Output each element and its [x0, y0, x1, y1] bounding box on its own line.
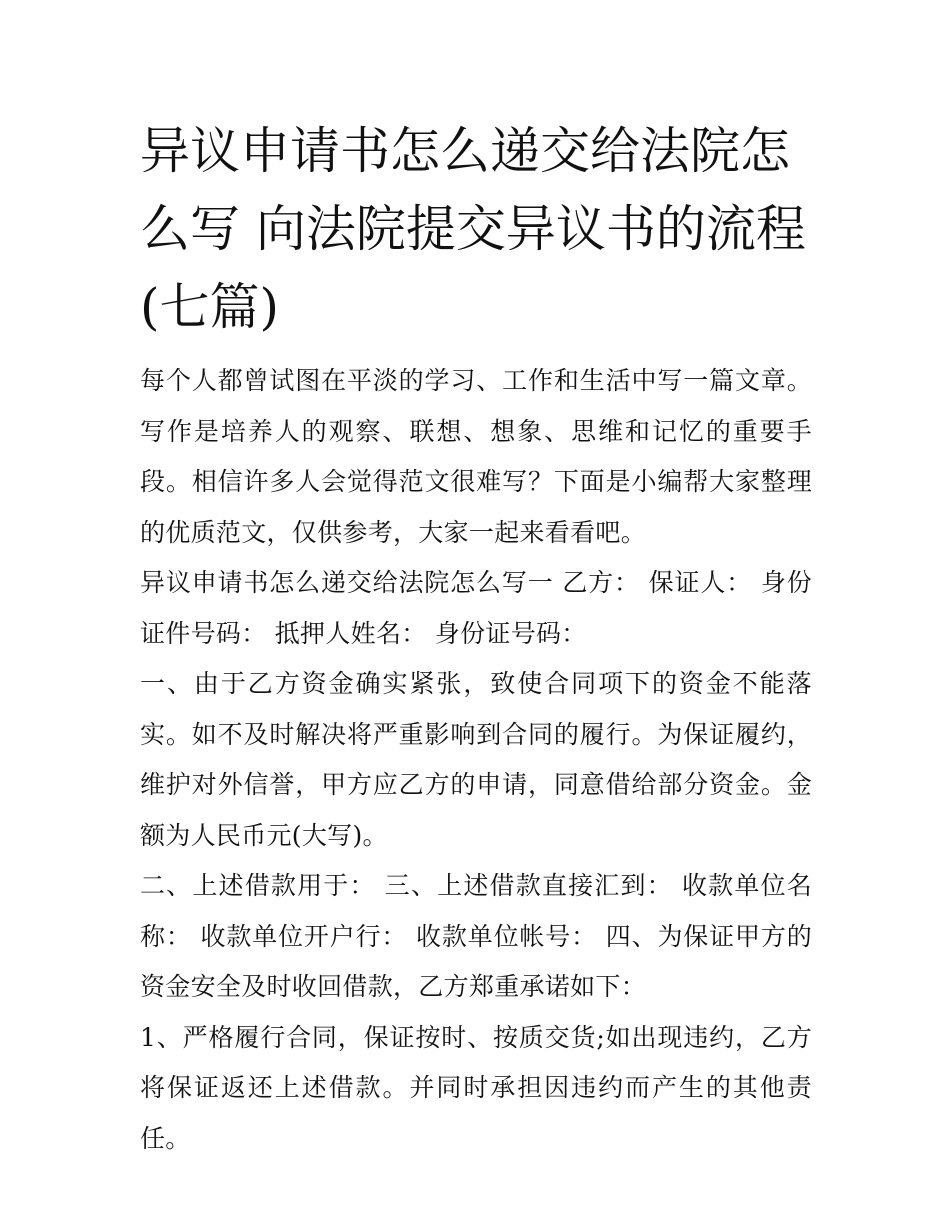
paragraph-clause-1: 一、由于乙方资金确实紧张，致使合同项下的资金不能落实。如不及时解决将严重影响到合同的履行。为保证履约，维护对外信誉，甲方应乙方的申请，同意借给部分资金。金额为人民币元(大写)。 — [140, 669, 812, 850]
paragraph-parties: 异议申请书怎么递交给法院怎么写一 乙方： 保证人： 身份证件号码： 抵押人姓名： 身份证号码： — [140, 568, 812, 648]
document-body — [140, 356, 812, 1164]
paragraph-intro: 每个人都曾试图在平淡的学习、工作和生活中写一篇文章。写作是培养人的观察、联想、想象、思维和记忆的重要手段。相信许多人会觉得范文很难写？下面是小编帮大家整理的优质范文，仅供参考，大家一起来看看吧。 — [140, 366, 812, 547]
paragraph-promise-1: 1、严格履行合同，保证按时、按质交货;如出现违约，乙方将保证返还上述借款。并同时承担因违约而产生的其他责任。 — [140, 1022, 812, 1153]
paragraph-clause-2-4: 二、上述借款用于： 三、上述借款直接汇到： 收款单位名称： 收款单位开户行： 收款单位帐号： 四、为保证甲方的资金安全及时收回借款，乙方郑重承诺如下： — [140, 871, 812, 1001]
document-title: 异议申请书怎么递交给法院怎么写 向法院提交异议书的流程(七篇) — [140, 122, 806, 336]
